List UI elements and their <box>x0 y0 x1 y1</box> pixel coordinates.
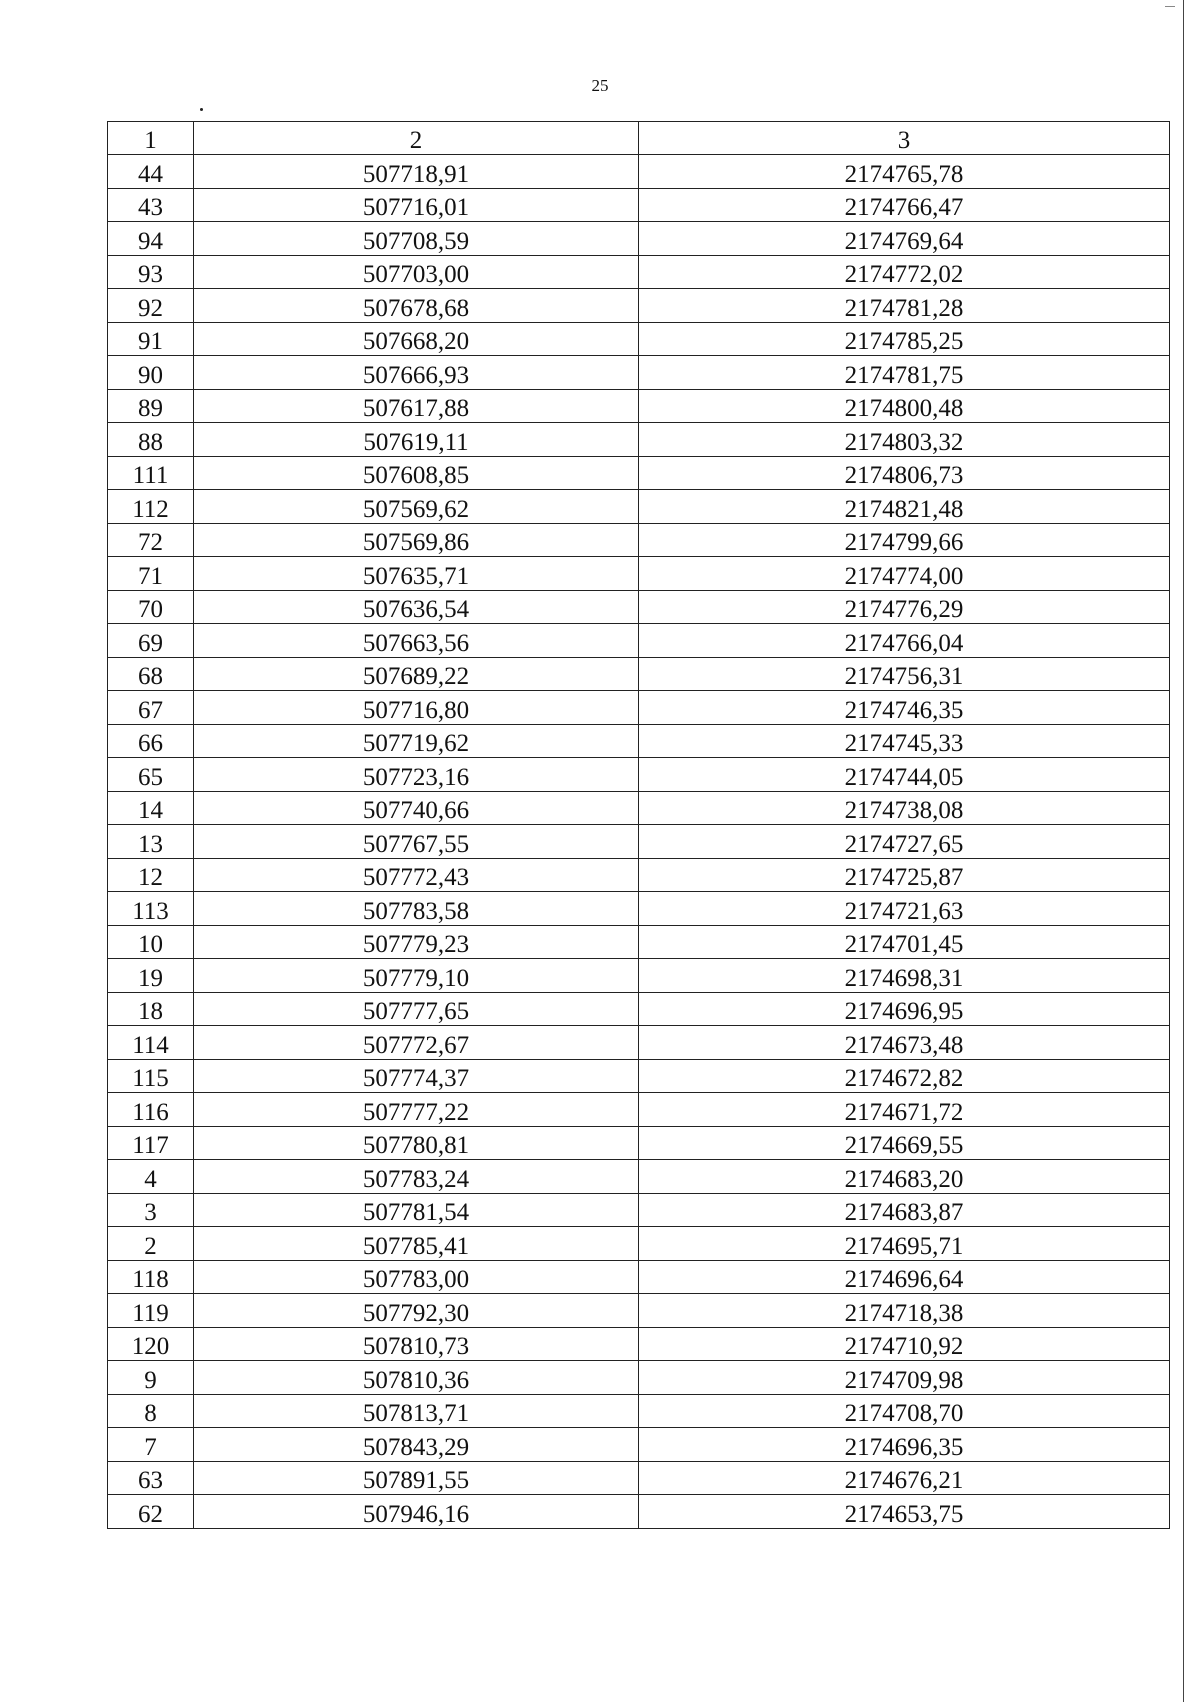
x-coordinate-cell: 507668,20 <box>194 322 639 356</box>
x-coordinate-cell: 507779,23 <box>194 925 639 959</box>
point-number-cell: 115 <box>108 1059 194 1093</box>
x-coordinate-cell: 507619,11 <box>194 423 639 457</box>
y-coordinate-cell: 2174683,20 <box>639 1160 1170 1194</box>
x-coordinate-cell: 507617,88 <box>194 389 639 423</box>
table-row <box>108 1126 1170 1160</box>
y-coordinate-cell: 2174781,28 <box>639 289 1170 323</box>
point-number-cell: 63 <box>108 1461 194 1495</box>
point-number-cell: 116 <box>108 1093 194 1127</box>
y-coordinate-cell: 2174683,87 <box>639 1193 1170 1227</box>
table-row <box>108 322 1170 356</box>
y-coordinate-cell: 2174695,71 <box>639 1227 1170 1261</box>
header-cell-2: 2 <box>194 122 639 155</box>
x-coordinate-cell: 507777,65 <box>194 992 639 1026</box>
table-row <box>108 1327 1170 1361</box>
x-coordinate-cell: 507785,41 <box>194 1227 639 1261</box>
y-coordinate-cell: 2174774,00 <box>639 557 1170 591</box>
point-number-cell: 119 <box>108 1294 194 1328</box>
table-row <box>108 456 1170 490</box>
point-number-cell: 92 <box>108 289 194 323</box>
y-coordinate-cell: 2174698,31 <box>639 959 1170 993</box>
x-coordinate-cell: 507636,54 <box>194 590 639 624</box>
y-coordinate-cell: 2174653,75 <box>639 1495 1170 1529</box>
y-coordinate-cell: 2174721,63 <box>639 892 1170 926</box>
y-coordinate-cell: 2174709,98 <box>639 1361 1170 1395</box>
table-row <box>108 188 1170 222</box>
x-coordinate-cell: 507723,16 <box>194 758 639 792</box>
y-coordinate-cell: 2174765,78 <box>639 155 1170 189</box>
table-body <box>108 122 1170 1529</box>
point-number-cell: 94 <box>108 222 194 256</box>
y-coordinate-cell: 2174756,31 <box>639 657 1170 691</box>
table-row <box>108 1461 1170 1495</box>
x-coordinate-cell: 507569,86 <box>194 523 639 557</box>
y-coordinate-cell: 2174696,35 <box>639 1428 1170 1462</box>
y-coordinate-cell: 2174696,95 <box>639 992 1170 1026</box>
x-coordinate-cell: 507767,55 <box>194 825 639 859</box>
point-number-cell: 10 <box>108 925 194 959</box>
point-number-cell: 4 <box>108 1160 194 1194</box>
point-number-cell: 114 <box>108 1026 194 1060</box>
y-coordinate-cell: 2174727,65 <box>639 825 1170 859</box>
x-coordinate-cell: 507689,22 <box>194 657 639 691</box>
table-row <box>108 691 1170 725</box>
x-coordinate-cell: 507783,58 <box>194 892 639 926</box>
table-row <box>108 959 1170 993</box>
point-number-cell: 2 <box>108 1227 194 1261</box>
x-coordinate-cell: 507608,85 <box>194 456 639 490</box>
y-coordinate-cell: 2174799,66 <box>639 523 1170 557</box>
point-number-cell: 117 <box>108 1126 194 1160</box>
point-number-cell: 89 <box>108 389 194 423</box>
table-row <box>108 657 1170 691</box>
page-number: 25 <box>591 76 609 95</box>
point-number-cell: 18 <box>108 992 194 1026</box>
x-coordinate-cell: 507716,80 <box>194 691 639 725</box>
y-coordinate-cell: 2174671,72 <box>639 1093 1170 1127</box>
table-row <box>108 825 1170 859</box>
table-row <box>108 289 1170 323</box>
table-row <box>108 925 1170 959</box>
x-coordinate-cell: 507946,16 <box>194 1495 639 1529</box>
x-coordinate-cell: 507779,10 <box>194 959 639 993</box>
table-row <box>108 590 1170 624</box>
point-number-cell: 71 <box>108 557 194 591</box>
header-cell-3: 3 <box>639 122 1170 155</box>
table-row <box>108 1227 1170 1261</box>
table-row <box>108 858 1170 892</box>
point-number-cell: 12 <box>108 858 194 892</box>
y-coordinate-cell: 2174669,55 <box>639 1126 1170 1160</box>
point-number-cell: 111 <box>108 456 194 490</box>
x-coordinate-cell: 507708,59 <box>194 222 639 256</box>
y-coordinate-cell: 2174821,48 <box>639 490 1170 524</box>
y-coordinate-cell: 2174776,29 <box>639 590 1170 624</box>
y-coordinate-cell: 2174725,87 <box>639 858 1170 892</box>
x-coordinate-cell: 507635,71 <box>194 557 639 591</box>
y-coordinate-cell: 2174745,33 <box>639 724 1170 758</box>
point-number-cell: 7 <box>108 1428 194 1462</box>
table-row <box>108 791 1170 825</box>
x-coordinate-cell: 507663,56 <box>194 624 639 658</box>
y-coordinate-cell: 2174673,48 <box>639 1026 1170 1060</box>
table-row <box>108 423 1170 457</box>
table-row <box>108 758 1170 792</box>
table-row <box>108 892 1170 926</box>
table-row <box>108 724 1170 758</box>
x-coordinate-cell: 507772,67 <box>194 1026 639 1060</box>
point-number-cell: 3 <box>108 1193 194 1227</box>
y-coordinate-cell: 2174800,48 <box>639 389 1170 423</box>
x-coordinate-cell: 507891,55 <box>194 1461 639 1495</box>
x-coordinate-cell: 507569,62 <box>194 490 639 524</box>
table-row <box>108 1394 1170 1428</box>
x-coordinate-cell: 507678,68 <box>194 289 639 323</box>
point-number-cell: 69 <box>108 624 194 658</box>
x-coordinate-cell: 507780,81 <box>194 1126 639 1160</box>
scan-edge-line <box>1183 0 1184 1702</box>
y-coordinate-cell: 2174744,05 <box>639 758 1170 792</box>
table-row <box>108 1294 1170 1328</box>
x-coordinate-cell: 507783,00 <box>194 1260 639 1294</box>
y-coordinate-cell: 2174710,92 <box>639 1327 1170 1361</box>
table-row <box>108 1160 1170 1194</box>
y-coordinate-cell: 2174672,82 <box>639 1059 1170 1093</box>
x-coordinate-cell: 507774,37 <box>194 1059 639 1093</box>
table-row <box>108 992 1170 1026</box>
y-coordinate-cell: 2174785,25 <box>639 322 1170 356</box>
x-coordinate-cell: 507781,54 <box>194 1193 639 1227</box>
x-coordinate-cell: 507703,00 <box>194 255 639 289</box>
point-number-cell: 70 <box>108 590 194 624</box>
table-row <box>108 222 1170 256</box>
y-coordinate-cell: 2174718,38 <box>639 1294 1170 1328</box>
scan-dot <box>200 108 203 111</box>
x-coordinate-cell: 507716,01 <box>194 188 639 222</box>
table-row <box>108 1260 1170 1294</box>
point-number-cell: 67 <box>108 691 194 725</box>
table-row <box>108 624 1170 658</box>
table-row <box>108 1193 1170 1227</box>
point-number-cell: 65 <box>108 758 194 792</box>
point-number-cell: 93 <box>108 255 194 289</box>
x-coordinate-cell: 507718,91 <box>194 155 639 189</box>
x-coordinate-cell: 507792,30 <box>194 1294 639 1328</box>
point-number-cell: 112 <box>108 490 194 524</box>
y-coordinate-cell: 2174766,04 <box>639 624 1170 658</box>
table-row <box>108 490 1170 524</box>
point-number-cell: 14 <box>108 791 194 825</box>
y-coordinate-cell: 2174708,70 <box>639 1394 1170 1428</box>
table-header-row <box>108 122 1170 155</box>
point-number-cell: 113 <box>108 892 194 926</box>
table-row <box>108 255 1170 289</box>
y-coordinate-cell: 2174803,32 <box>639 423 1170 457</box>
table-row <box>108 155 1170 189</box>
table-row <box>108 557 1170 591</box>
y-coordinate-cell: 2174676,21 <box>639 1461 1170 1495</box>
y-coordinate-cell: 2174696,64 <box>639 1260 1170 1294</box>
y-coordinate-cell: 2174746,35 <box>639 691 1170 725</box>
x-coordinate-cell: 507810,36 <box>194 1361 639 1395</box>
table-row <box>108 1093 1170 1127</box>
point-number-cell: 90 <box>108 356 194 390</box>
coordinates-table <box>107 121 1170 1529</box>
table-row <box>108 1361 1170 1395</box>
scan-corner-mark <box>1165 6 1175 7</box>
y-coordinate-cell: 2174738,08 <box>639 791 1170 825</box>
table-row <box>108 1428 1170 1462</box>
x-coordinate-cell: 507810,73 <box>194 1327 639 1361</box>
point-number-cell: 120 <box>108 1327 194 1361</box>
point-number-cell: 62 <box>108 1495 194 1529</box>
table-row <box>108 523 1170 557</box>
x-coordinate-cell: 507740,66 <box>194 791 639 825</box>
table-row <box>108 356 1170 390</box>
y-coordinate-cell: 2174766,47 <box>639 188 1170 222</box>
point-number-cell: 88 <box>108 423 194 457</box>
x-coordinate-cell: 507666,93 <box>194 356 639 390</box>
x-coordinate-cell: 507719,62 <box>194 724 639 758</box>
point-number-cell: 118 <box>108 1260 194 1294</box>
point-number-cell: 44 <box>108 155 194 189</box>
table-row <box>108 1495 1170 1529</box>
point-number-cell: 13 <box>108 825 194 859</box>
header-cell-1: 1 <box>108 122 194 155</box>
y-coordinate-cell: 2174701,45 <box>639 925 1170 959</box>
point-number-cell: 8 <box>108 1394 194 1428</box>
y-coordinate-cell: 2174772,02 <box>639 255 1170 289</box>
x-coordinate-cell: 507772,43 <box>194 858 639 892</box>
point-number-cell: 19 <box>108 959 194 993</box>
point-number-cell: 72 <box>108 523 194 557</box>
point-number-cell: 91 <box>108 322 194 356</box>
x-coordinate-cell: 507777,22 <box>194 1093 639 1127</box>
point-number-cell: 9 <box>108 1361 194 1395</box>
x-coordinate-cell: 507813,71 <box>194 1394 639 1428</box>
x-coordinate-cell: 507783,24 <box>194 1160 639 1194</box>
x-coordinate-cell: 507843,29 <box>194 1428 639 1462</box>
point-number-cell: 68 <box>108 657 194 691</box>
table-row <box>108 1026 1170 1060</box>
y-coordinate-cell: 2174781,75 <box>639 356 1170 390</box>
y-coordinate-cell: 2174806,73 <box>639 456 1170 490</box>
point-number-cell: 43 <box>108 188 194 222</box>
table-row <box>108 389 1170 423</box>
table-row <box>108 1059 1170 1093</box>
point-number-cell: 66 <box>108 724 194 758</box>
y-coordinate-cell: 2174769,64 <box>639 222 1170 256</box>
